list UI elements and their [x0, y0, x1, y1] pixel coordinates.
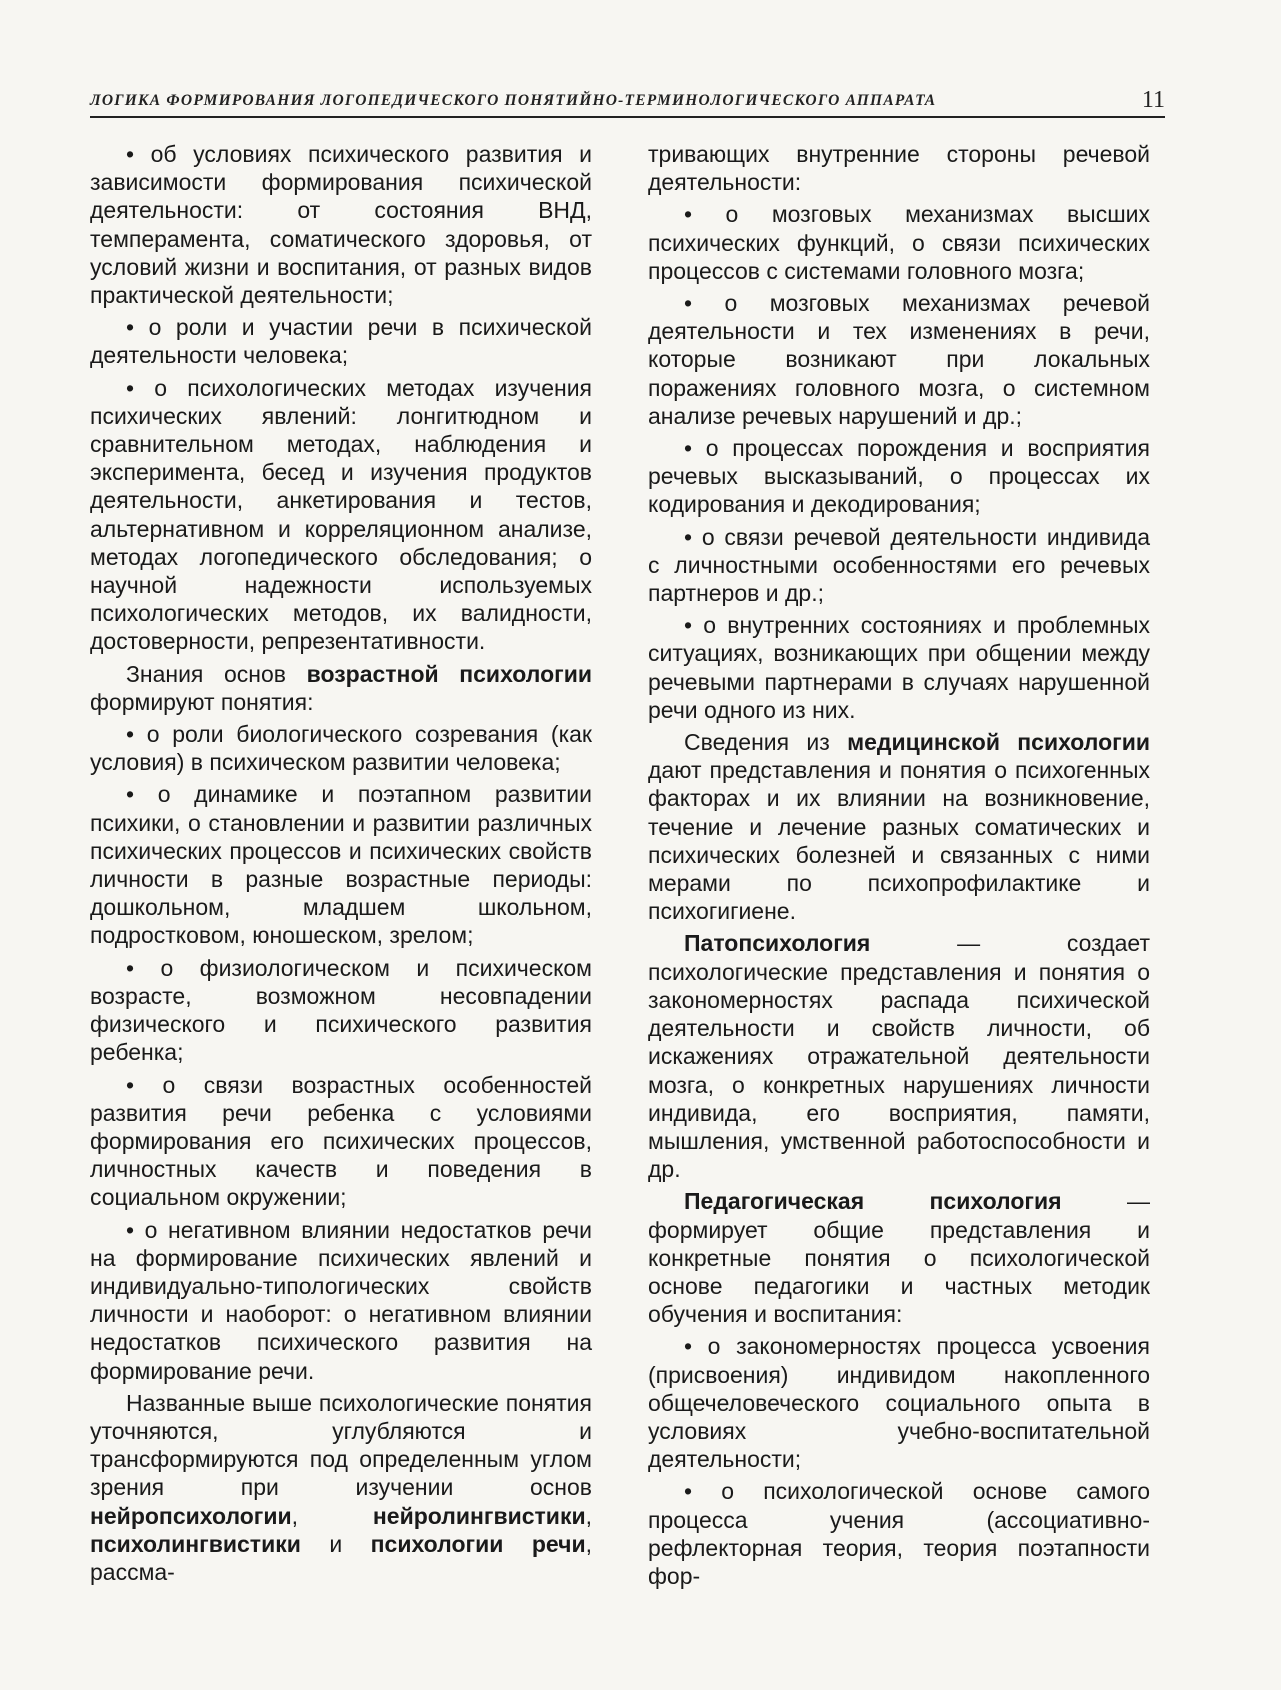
list-item: • о закономерностях процесса усвоения (присвоения) индивидом накопленного общечеловеческого социального опыта в условиях учебно-воспитательной деятельности;	[648, 1333, 1150, 1473]
list-item: • о роли и участии речи в психической деятельности человека;	[90, 314, 592, 369]
text-run: — формирует общие представления и конкретные понятия о психологической основе педагогики и частных методик обучения и воспитания:	[648, 1188, 1150, 1328]
term-neuropsychology: нейропсихологии	[90, 1502, 292, 1529]
text-run: Названные выше психологические понятия уточняются, углубляются и трансформируются под определенным углом зрения при изучении основ	[90, 1389, 592, 1501]
list-item: • о роли биологического созревания (как условия) в психическом развитии человека;	[90, 721, 592, 776]
paragraph-pedagogical-psychology	[648, 1187, 1150, 1328]
text-run: дают представления и понятия о психогенных факторах и их влиянии на возникновение, течение и лечение разных соматических и психических болезней и связанных с ними мерами по психопрофилактике и психогигиене.	[648, 757, 1150, 925]
list-item: • о психологической основе самого процесса учения (ассоциативно-рефлекторная теория, теория поэтапности фор-	[648, 1478, 1150, 1589]
term-age-psychology: возрастной психологии	[306, 660, 592, 687]
term-pedagogical-psychology: Педагогическая психология	[684, 1188, 1062, 1215]
list-item: • о физиологическом и психическом возрасте, возможном несовпадении физического и психического развития ребенка;	[90, 954, 592, 1066]
list-item: • о динамике и поэтапном развитии психики, о становлении и развитии различных психических процессов и психических свойств личности в разные возрастные периоды: дошкольном, младшем школьном, подростковом, юношеском, зрелом;	[90, 781, 592, 949]
page-header	[90, 80, 1165, 118]
text-run: , рассма-	[90, 1530, 592, 1585]
list-item: • о связи речевой деятельности индивида с личностными особенностями его речевых партнеров и др.;	[648, 523, 1150, 607]
term-medical-psychology: медицинской психологии	[847, 729, 1150, 756]
term-psycholinguistics: психолингвистики	[90, 1530, 301, 1557]
list-item: • о внутренних состояниях и проблемных ситуациях, возникающих при общении между речевыми партнерами в случаях нарушенной речи одного из них.	[648, 612, 1150, 723]
text-run: ,	[585, 1502, 592, 1529]
text-run: Знания основ	[126, 660, 307, 687]
list-item: • о психологических методах изучения психических явлений: лонгитюдном и сравнительном методах, наблюдения и эксперимента, бесед и изучения продуктов деятельности, анкетирования и тестов, альтернативном и корреляционном анализе, методах логопедического обследования; о научной надежности используемых психологических методов, их валидности, достоверности, репрезентативности.	[90, 374, 592, 655]
list-item: • о связи возрастных особенностей развития речи ребенка с условиями формирования его психических процессов, личностных качеств и поведения в социальном окружении;	[90, 1071, 592, 1211]
term-pathopsychology: Патопсихология	[684, 930, 871, 957]
paragraph-pathopsychology	[648, 929, 1150, 1183]
paragraph-age-psychology	[90, 660, 592, 716]
text-run: — создает психологические представления и понятия о закономерностях распада психической деятельности и свойств личности, об искажениях отражательной деятельности мозга, о конкретных нарушениях личности индивида, его восприятия, памяти, мышления, умственной работоспособности и др.	[648, 930, 1150, 1183]
text-run: Сведения из	[684, 729, 848, 756]
term-neurolinguistics: нейролингвистики	[372, 1502, 586, 1529]
running-title: ЛОГИКА ФОРМИРОВАНИЯ ЛОГОПЕДИЧЕСКОГО ПОНЯТИЙНО-ТЕРМИНОЛОГИЧЕСКОГО АППАРАТА	[90, 92, 937, 109]
text-run: и	[300, 1530, 371, 1557]
text-run: формируют понятия:	[90, 688, 314, 715]
paragraph-medical-psychology	[648, 728, 1150, 925]
paragraph-continuation: тривающих внутренние стороны речевой деятельности:	[648, 141, 1150, 196]
list-item: • о негативном влиянии недостатков речи на формирование психических явлений и индивидуально-типологических свойств личности и наоборот: о негативном влиянии недостатков психического развития на формирование речи.	[90, 1216, 592, 1384]
text-run: ,	[291, 1502, 373, 1529]
paragraph-named-concepts	[90, 1389, 592, 1586]
left-column	[90, 140, 592, 1590]
right-column	[648, 140, 1150, 1594]
list-item: • о процессах порождения и восприятия речевых высказываний, о процессах их кодирования и декодирования;	[648, 435, 1150, 518]
list-item: • об условиях психического развития и зависимости формирования психической деятельности: от состояния ВНД, темперамента, соматического здоровья, от условий жизни и воспитания, от разных видов практической деятельности;	[90, 141, 592, 309]
term-speech-psychology: психологии речи	[370, 1530, 586, 1557]
list-item: • о мозговых механизмах речевой деятельности и тех изменениях в речи, которые возникают при локальных поражениях головного мозга, о системном анализе речевых нарушений и др.;	[648, 290, 1150, 429]
page-number: 11	[1141, 87, 1165, 113]
list-item: • о мозговых механизмах высших психических функций, о связи психических процессов с системами головного мозга;	[648, 201, 1150, 284]
